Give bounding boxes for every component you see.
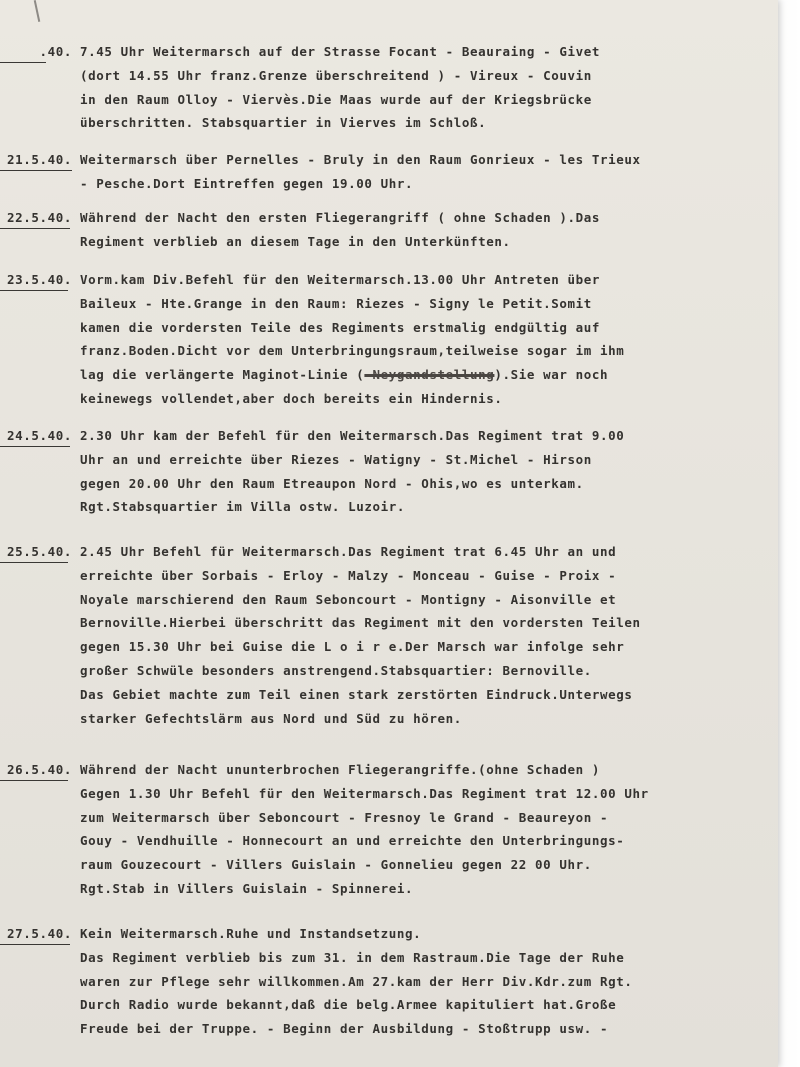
entry-text xyxy=(80,40,770,135)
entry-text xyxy=(80,206,770,254)
text-line xyxy=(80,111,770,135)
text-segment: Das Gebiet machte zum Teil einen stark zerstörten Eindruck.Unterwegs xyxy=(80,686,633,702)
text-line xyxy=(80,853,770,877)
text-line xyxy=(80,1017,770,1041)
page-fold-mark xyxy=(34,0,41,22)
text-segment: Uhr an und erreichte über Riezes - Watigny - St.Michel - Hirson xyxy=(80,451,592,467)
text-line xyxy=(80,659,770,683)
text-line xyxy=(80,268,770,292)
text-segment: erreichte über Sorbais - Erloy - Malzy - Monceau - Guise - Proix - xyxy=(80,567,617,583)
struck-out-text: -Neygandstellung xyxy=(364,367,495,383)
date-underline xyxy=(0,228,70,229)
text-line xyxy=(80,707,770,731)
text-line xyxy=(80,64,770,88)
text-segment: Rgt.Stabsquartier im Villa ostw. Luzoir. xyxy=(80,499,406,515)
text-line xyxy=(80,230,770,254)
text-line xyxy=(80,316,770,340)
text-segment: 7.45 Uhr Weitermarsch auf der Strasse Focant - Beauraing - Givet xyxy=(80,44,601,59)
text-segment: Vorm.kam Div.Befehl für den Weitermarsch.13.00 Uhr Antreten über xyxy=(80,272,601,287)
text-segment: franz.Boden.Dicht vor dem Unterbringungsraum,teilweise sogar im ihm xyxy=(80,343,625,359)
text-segment: Baileux - Hte.Grange in den Raum: Riezes - Signy le Petit.Somit xyxy=(80,295,592,311)
text-line xyxy=(80,292,770,316)
text-line xyxy=(80,683,770,707)
text-segment: Regiment verblieb an diesem Tage in den Unterkünften. xyxy=(80,233,511,249)
text-segment: Während der Nacht ununterbrochen Fliegerangriffe.(ohne Schaden ) xyxy=(80,762,601,777)
text-segment: Bernoville.Hierbei überschritt das Regiment mit den vordersten Teilen xyxy=(80,615,641,631)
text-segment: - Pesche.Dort Eintreffen gegen 19.00 Uhr. xyxy=(80,175,414,191)
entry-date: 25.5.40. xyxy=(6,544,72,559)
text-segment: Weitermarsch über Pernelles - Bruly in den Raum Gonrieux - les Trieux xyxy=(80,152,641,167)
text-segment: lag die verlängerte Maginot-Linie ( xyxy=(80,367,365,383)
text-line xyxy=(80,564,770,588)
text-line xyxy=(80,806,770,830)
entry-text xyxy=(80,148,770,196)
text-line xyxy=(80,448,770,472)
date-underline xyxy=(0,62,46,63)
entry-text xyxy=(80,922,770,1041)
text-line xyxy=(80,387,770,411)
text-line xyxy=(80,588,770,612)
text-line xyxy=(80,424,770,448)
text-line xyxy=(80,782,770,806)
date-underline xyxy=(0,170,72,171)
entry-date: 21.5.40. xyxy=(6,152,72,167)
text-line xyxy=(80,88,770,112)
text-segment: gegen 20.00 Uhr den Raum Etreaupon Nord - Ohis,wo es unterkam. xyxy=(80,475,584,491)
entry-date: .40. xyxy=(39,44,72,59)
text-segment: großer Schwüle besonders anstrengend.Stabsquartier: Bernoville. xyxy=(80,662,592,678)
text-line xyxy=(80,635,770,659)
date-underline xyxy=(0,446,70,447)
text-line xyxy=(80,877,770,901)
text-segment: zum Weitermarsch über Seboncourt - Fresnoy le Grand - Beaureyon - xyxy=(80,809,609,825)
text-segment: 2.30 Uhr kam der Befehl für den Weitermarsch.Das Regiment trat 9.00 xyxy=(80,428,625,443)
text-segment: raum Gouzecourt - Villers Guislain - Gonnelieu gegen 22 00 Uhr. xyxy=(80,857,592,873)
text-segment: Kein Weitermarsch.Ruhe und Instandsetzung. xyxy=(80,926,422,941)
text-line xyxy=(80,829,770,853)
text-line xyxy=(80,40,770,64)
text-segment: Gegen 1.30 Uhr Befehl für den Weitermarsch.Das Regiment trat 12.00 Uhr xyxy=(80,785,649,801)
text-segment: waren zur Pflege sehr willkommen.Am 27.kam der Herr Div.Kdr.zum Rgt. xyxy=(80,973,633,989)
text-segment: Noyale marschierend den Raum Seboncourt - Montigny - Aisonville et xyxy=(80,591,617,607)
date-underline xyxy=(0,290,68,291)
text-segment: Gouy - Vendhuille - Honnecourt an und erreichte den Unterbringungs- xyxy=(80,833,625,849)
text-segment: Durch Radio wurde bekannt,daß die belg.Armee kapituliert hat.Große xyxy=(80,997,617,1013)
date-underline xyxy=(0,944,70,945)
text-line xyxy=(80,363,770,387)
entry-text xyxy=(80,268,770,411)
entry-text xyxy=(80,424,770,519)
entry-date: 24.5.40. xyxy=(6,428,72,443)
entry-date: 26.5.40. xyxy=(6,762,72,777)
text-segment: starker Gefechtslärm aus Nord und Süd zu hören. xyxy=(80,710,462,726)
text-line xyxy=(80,172,770,196)
text-line xyxy=(80,946,770,970)
text-line xyxy=(80,472,770,496)
text-line xyxy=(80,206,770,230)
text-line xyxy=(80,495,770,519)
text-line xyxy=(80,922,770,946)
text-segment: Das Regiment verblieb bis zum 31. in dem Rastraum.Die Tage der Ruhe xyxy=(80,949,625,965)
text-line xyxy=(80,148,770,172)
text-segment: Rgt.Stab in Villers Guislain - Spinnerei. xyxy=(80,880,414,896)
date-underline xyxy=(0,780,68,781)
date-underline xyxy=(0,562,68,563)
text-segment: Während der Nacht den ersten Fliegerangriff ( ohne Schaden ).Das xyxy=(80,210,601,225)
text-segment: ).Sie war noch xyxy=(494,367,609,383)
entry-date: 23.5.40. xyxy=(6,272,72,287)
text-segment: kamen die vordersten Teile des Regiments erstmalig endgültig auf xyxy=(80,319,601,335)
text-segment: in den Raum Olloy - Viervès.Die Maas wurde auf der Kriegsbrücke xyxy=(80,91,592,107)
text-line xyxy=(80,993,770,1017)
text-segment: (dort 14.55 Uhr franz.Grenze überschreitend ) - Vireux - Couvin xyxy=(80,67,592,83)
entry-date: 27.5.40. xyxy=(6,926,72,941)
text-segment: überschritten. Stabsquartier in Vierves im Schloß. xyxy=(80,115,487,131)
text-line xyxy=(80,540,770,564)
text-line xyxy=(80,758,770,782)
entry-text xyxy=(80,758,770,901)
text-segment: Freude bei der Truppe. - Beginn der Ausbildung - Stoßtrupp usw. - xyxy=(80,1021,609,1037)
text-line xyxy=(80,339,770,363)
text-segment: 2.45 Uhr Befehl für Weitermarsch.Das Regiment trat 6.45 Uhr an und xyxy=(80,544,617,559)
text-line xyxy=(80,611,770,635)
entry-date: 22.5.40. xyxy=(6,210,72,225)
text-line xyxy=(80,970,770,994)
text-segment: keinewegs vollendet,aber doch bereits ein Hindernis. xyxy=(80,390,503,406)
text-segment: gegen 15.30 Uhr bei Guise die L o i r e.Der Marsch war infolge sehr xyxy=(80,639,625,655)
entry-text xyxy=(80,540,770,730)
